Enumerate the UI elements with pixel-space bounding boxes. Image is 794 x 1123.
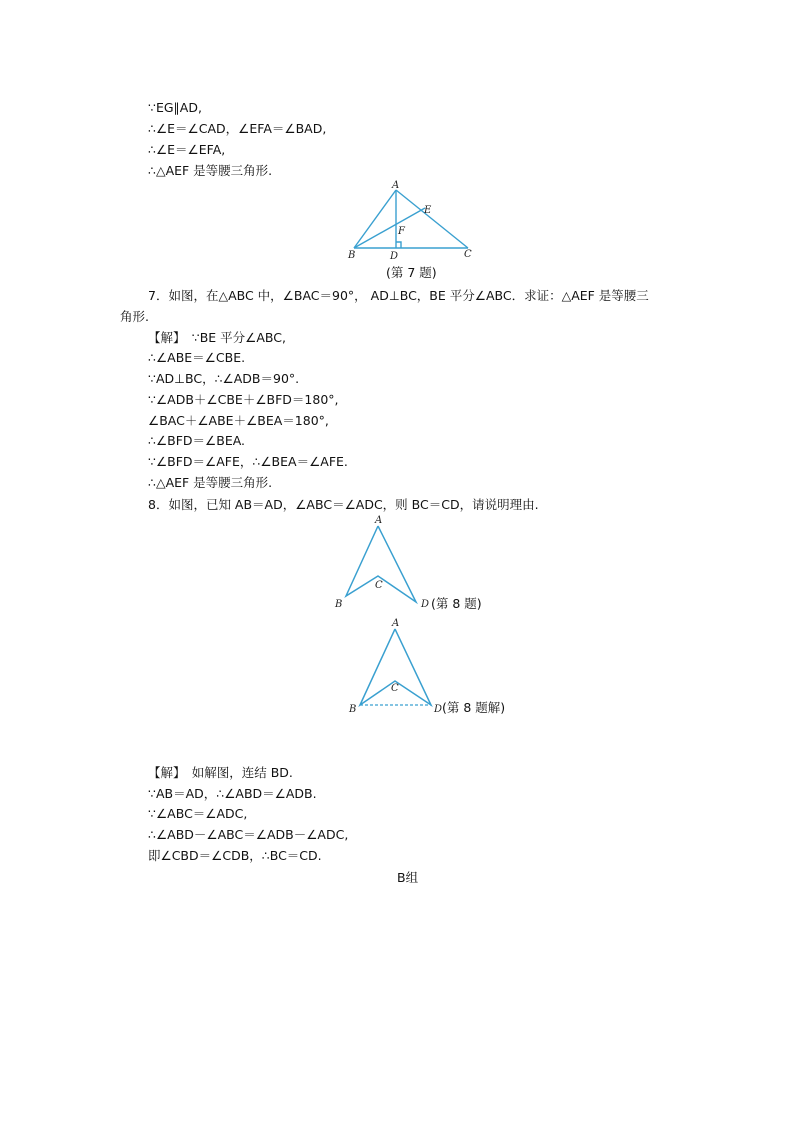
question-8: 8．如图，已知 AB＝AD，∠ABC＝∠ADC，则 BC＝CD，请说明理由.: [148, 497, 539, 512]
figure-8-caption: (第 8 题): [431, 596, 482, 611]
solution-line: 【解】 如解图，连结 BD.: [148, 765, 293, 780]
figure-8-solution-diagram: [340, 617, 445, 717]
solution-line: ∵∠BFD＝∠AFE，∴∠BEA＝∠AFE.: [148, 454, 348, 469]
figure-8-solution: [340, 617, 445, 720]
label-d: D: [421, 599, 430, 610]
solution-line: 即∠CBD＝∠CDB，∴BC＝CD.: [148, 848, 322, 863]
text-line: ∴∠E＝∠EFA,: [148, 142, 226, 157]
label-c: C: [375, 580, 383, 591]
question-7-line1: 7．如图，在△ABC 中，∠BAC＝90°， AD⊥BC，BE 平分∠ABC．求证：△AEF 是等腰三: [148, 288, 649, 303]
solution-line: ∵∠ADB＋∠CBE＋∠BFD＝180°,: [148, 392, 339, 407]
solution-line: ∴∠ABE＝∠CBE.: [148, 350, 246, 365]
solution-line: ∴∠BFD＝∠BEA.: [148, 433, 246, 448]
figure-8-diagram: [330, 512, 440, 612]
label-d: D: [434, 704, 443, 715]
text-line: ∵EG∥AD,: [148, 100, 202, 115]
solution-line: ∵AD⊥BC，∴∠ADB＝90°.: [148, 371, 300, 386]
text-line: ∴∠E＝∠CAD，∠EFA＝∠BAD,: [148, 121, 327, 136]
label-a: A: [392, 180, 400, 191]
section-heading: B组: [397, 870, 419, 885]
solution-line: ∵∠ABC＝∠ADC,: [148, 806, 248, 821]
label-e: E: [424, 205, 432, 216]
figure-7-caption: (第 7 题): [386, 265, 437, 280]
solution-line: ∠BAC＋∠ABE＋∠BEA＝180°,: [148, 413, 329, 428]
label-c: C: [391, 683, 399, 694]
label-b: B: [348, 250, 356, 261]
label-f: F: [398, 226, 405, 237]
solution-line: ∴△AEF 是等腰三角形.: [148, 475, 273, 490]
figure-7-diagram: [340, 178, 490, 268]
solution-line: ∵AB＝AD，∴∠ABD＝∠ADB.: [148, 786, 317, 801]
figure-8-solution-caption: (第 8 题解): [442, 700, 506, 715]
solution-line: ∴∠ABD－∠ABC＝∠ADB－∠ADC,: [148, 827, 349, 842]
label-b: B: [349, 704, 357, 715]
figure-8: [330, 512, 440, 615]
question-7-line2: 角形.: [120, 309, 149, 324]
label-d: D: [390, 251, 399, 262]
label-a: A: [375, 515, 383, 526]
label-a: A: [392, 618, 400, 629]
solution-line: 【解】 ∵BE 平分∠ABC,: [148, 330, 286, 345]
label-c: C: [464, 249, 472, 260]
figure-7: [340, 178, 490, 271]
label-b: B: [335, 599, 343, 610]
text-line: ∴△AEF 是等腰三角形.: [148, 163, 273, 178]
